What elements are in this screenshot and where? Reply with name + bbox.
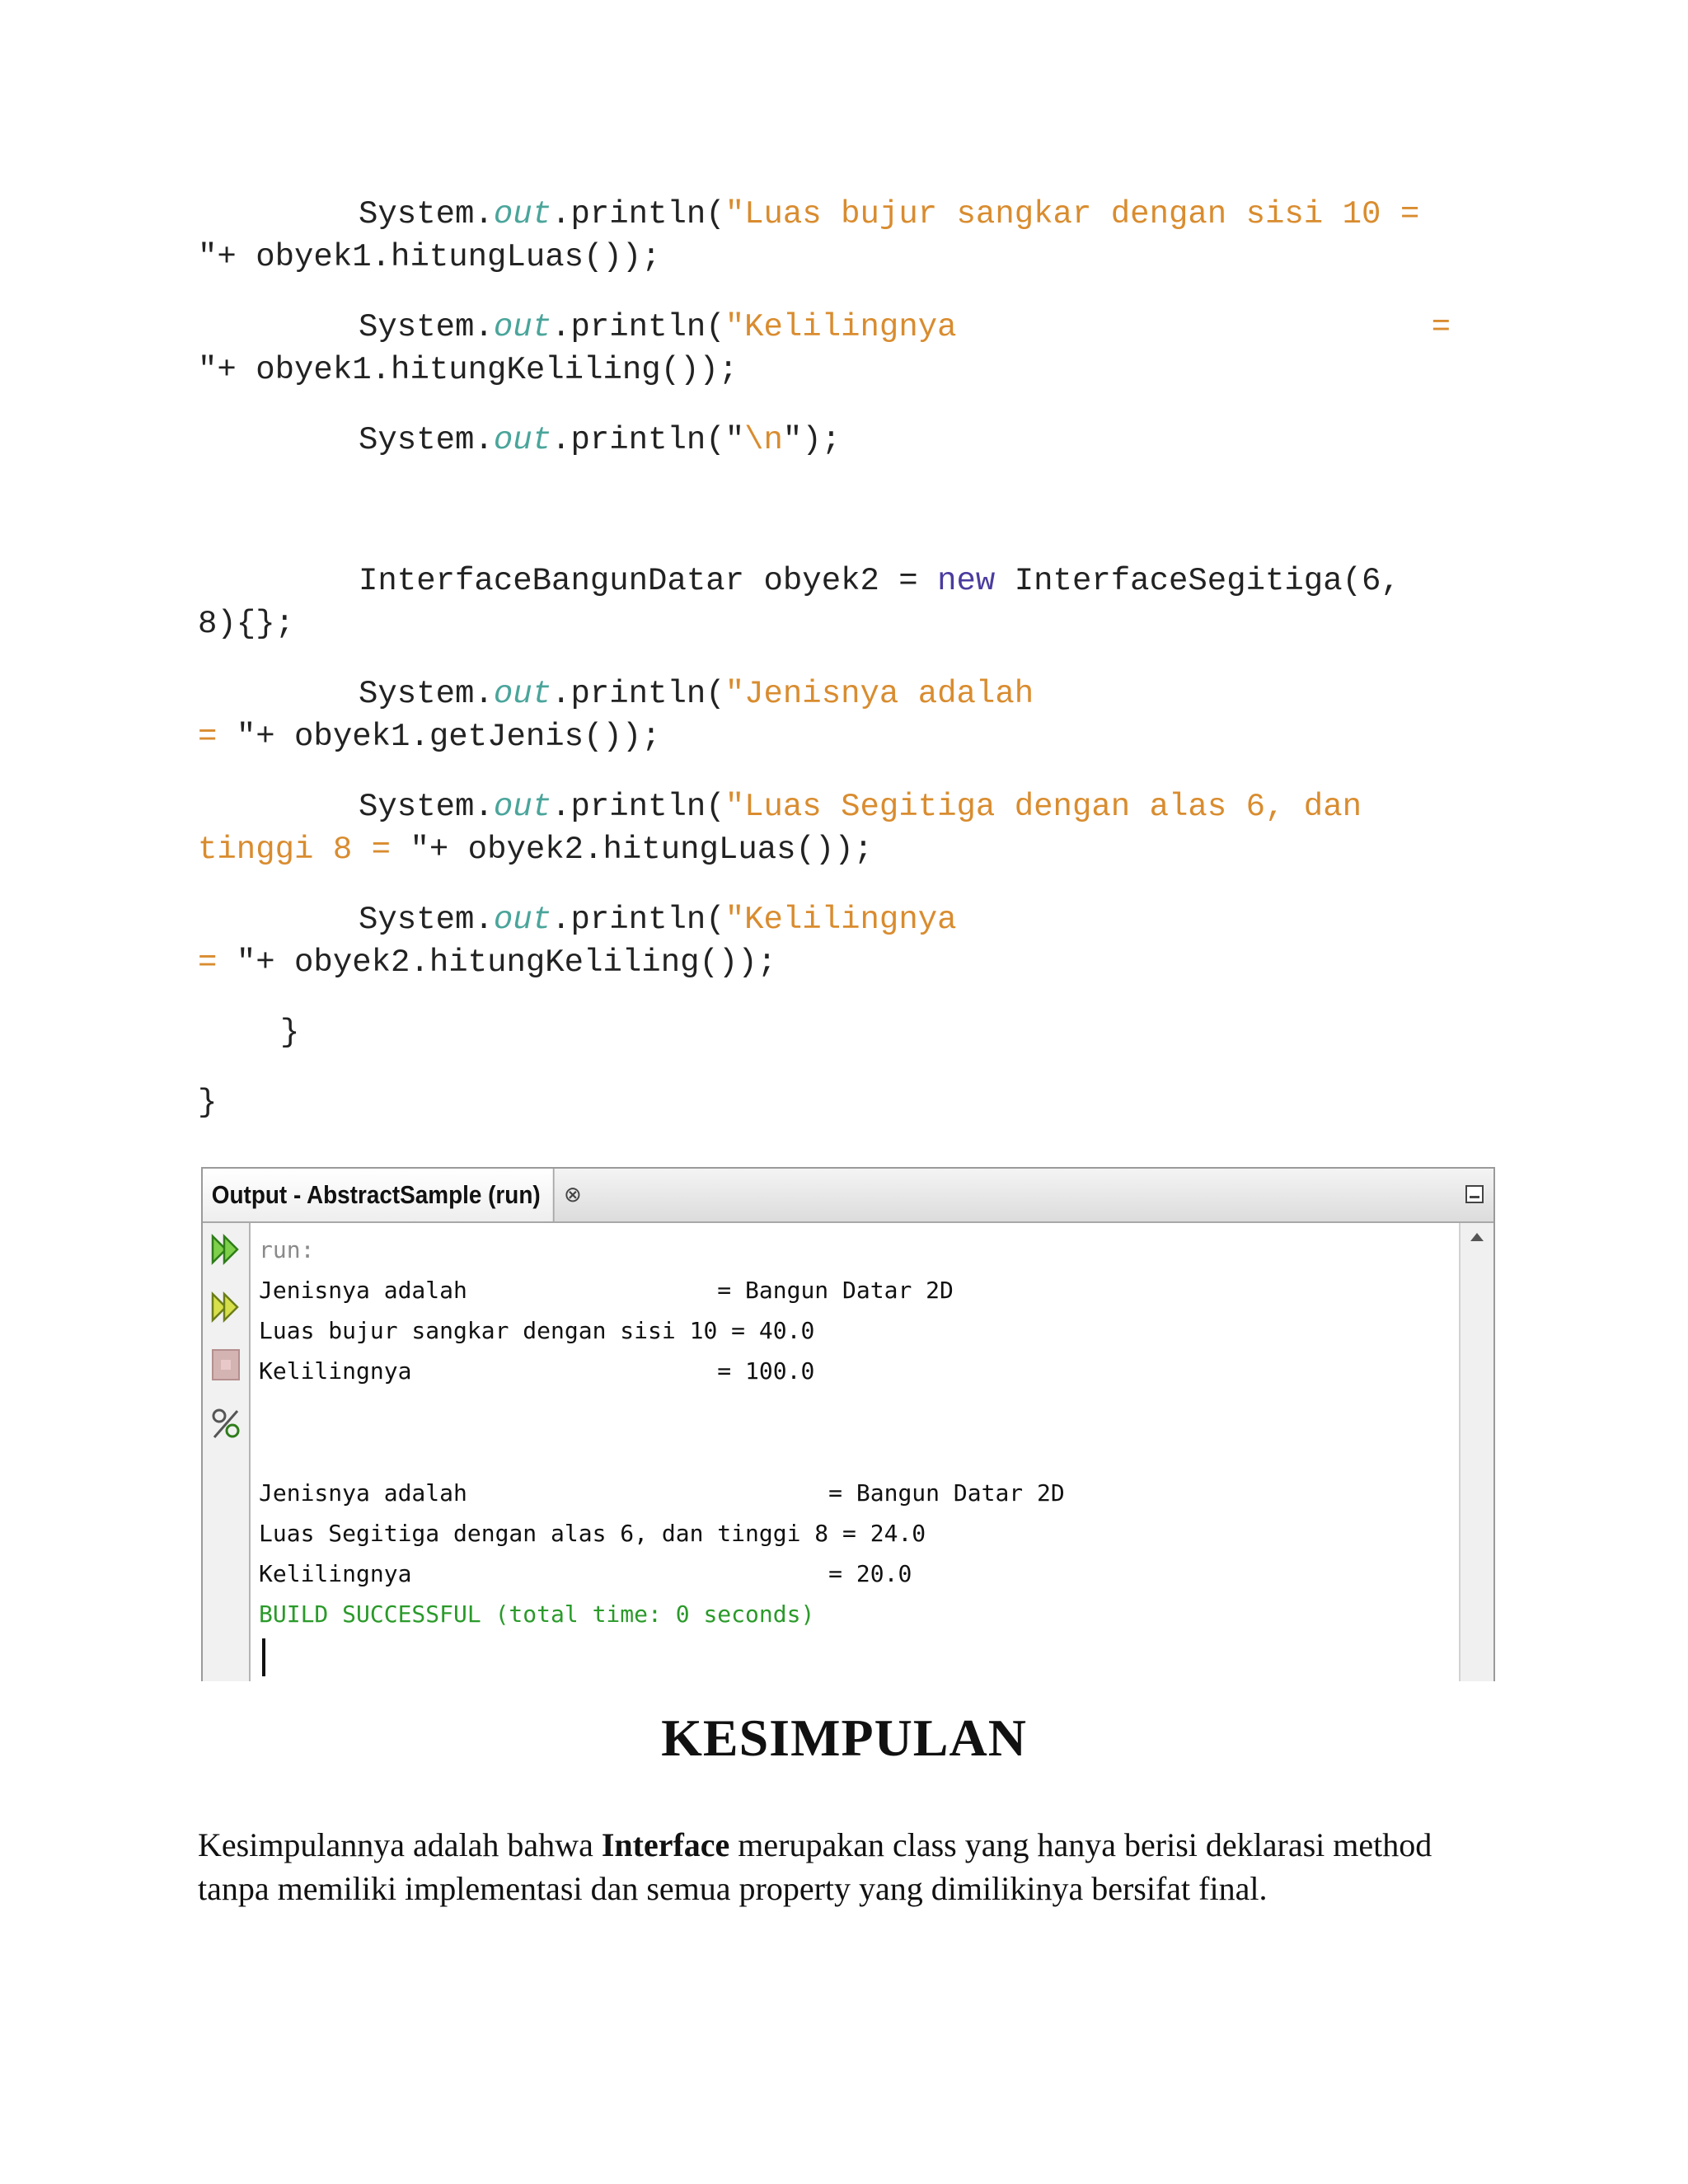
conclusion-paragraph: Kesimpulannya adalah bahwa Interface merupakan class yang hanya berisi deklarasi method tanpa memiliki implementasi dan semua property yang dimilikinya bersifat final. xyxy=(198,1826,1432,1907)
close-icon[interactable]: ⊗ xyxy=(564,1183,582,1207)
rerun-icon[interactable] xyxy=(209,1231,242,1268)
scroll-up-icon[interactable] xyxy=(1470,1233,1484,1241)
output-panel-header xyxy=(203,1169,1493,1223)
code-line: "+ obyek1.hitungKeliling()); xyxy=(198,352,738,388)
output-line: run: xyxy=(259,1236,315,1263)
code-line: = "+ obyek1.getJenis()); xyxy=(198,719,661,755)
code-line: System.out.println("Luas Segitiga dengan alas 6, dan xyxy=(359,789,1362,825)
code-line: 8){}; xyxy=(198,606,295,642)
rerun-modified-icon[interactable] xyxy=(209,1289,242,1325)
output-line: Kelilingnya = 20.0 xyxy=(259,1560,912,1587)
section-heading: KESIMPULAN xyxy=(661,1708,1027,1767)
code-line: "+ obyek1.hitungLuas()); xyxy=(198,239,661,275)
stop-icon[interactable] xyxy=(209,1347,242,1383)
minimize-icon[interactable] xyxy=(1465,1185,1484,1203)
vertical-scrollbar[interactable] xyxy=(1459,1223,1493,1681)
output-toolbar xyxy=(203,1223,251,1681)
output-line: Kelilingnya = 100.0 xyxy=(259,1357,815,1385)
output-line: Luas bujur sangkar dengan sisi 10 = 40.0 xyxy=(259,1317,815,1344)
settings-icon[interactable] xyxy=(209,1406,242,1442)
code-line: } xyxy=(198,1085,218,1121)
output-line: Luas Segitiga dengan alas 6, dan tinggi 8 = 24.0 xyxy=(259,1520,926,1547)
code-line: = "+ obyek2.hitungKeliling()); xyxy=(198,944,777,981)
output-line: Jenisnya adalah = Bangun Datar 2D xyxy=(259,1479,1065,1507)
build-status: BUILD SUCCESSFUL (total time: 0 seconds) xyxy=(259,1601,815,1628)
output-panel xyxy=(201,1167,1495,1681)
code-line: System.out.println("Jenisnya adalah xyxy=(359,676,1034,712)
code-line: } xyxy=(280,1015,300,1051)
output-line: Jenisnya adalah = Bangun Datar 2D xyxy=(259,1277,954,1304)
code-line: tinggi 8 = "+ obyek2.hitungLuas()); xyxy=(198,832,874,868)
code-line: System.out.println("Luas bujur sangkar dengan sisi 10 = xyxy=(359,196,1420,232)
code-listing xyxy=(198,0,1451,1121)
output-text xyxy=(259,1223,1065,1628)
text-caret xyxy=(262,1638,265,1676)
code-line: System.out.println("Kelilingnya xyxy=(359,902,957,938)
code-line: System.out.println("Kelilingnya = xyxy=(359,309,1451,345)
output-tab[interactable] xyxy=(203,1169,555,1221)
code-line: InterfaceBangunDatar obyek2 = new InterfaceSegitiga(6, xyxy=(359,563,1400,599)
code-line: System.out.println("\n"); xyxy=(359,422,842,458)
output-tab-title: Output - AbstractSample (run) xyxy=(211,1180,541,1209)
